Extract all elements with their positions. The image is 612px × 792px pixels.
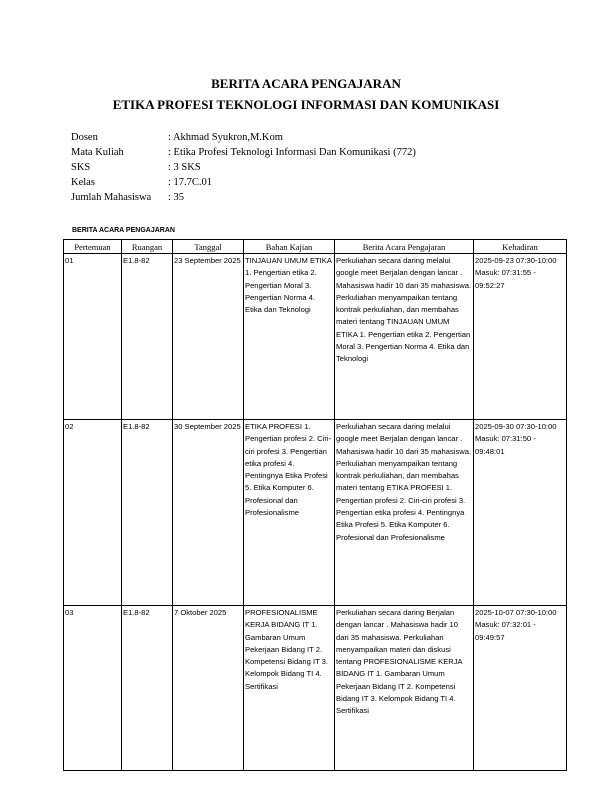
cell-kehadiran: 2025-10-07 07:30-10:00 Masuk: 07:32:01 - 09:49:57: [474, 606, 567, 771]
document-subtitle: ETIKA PROFESI TEKNOLOGI INFORMASI DAN KOMUNIKASI: [112, 97, 500, 112]
teaching-record-table: [63, 239, 567, 771]
cell-pertemuan: 02: [64, 420, 122, 606]
cell-bahan-kajian: TINJAUAN UMUM ETIKA 1. Pengertian etika 2. Pengertian Moral 3. Pengertian Norma 4. Etika dan Teknologi: [244, 254, 335, 420]
info-row-dosen: [71, 130, 416, 145]
table-row: [64, 606, 567, 771]
info-row-sks: [71, 160, 416, 175]
cell-tanggal: 7 Oktober 2025: [173, 606, 244, 771]
cell-tanggal: 30 September 2025: [173, 420, 244, 606]
info-value: : Akhmad Syukron,M.Kom: [168, 132, 283, 143]
cell-tanggal: 23 September 2025: [173, 254, 244, 420]
document-title: BERITA ACARA PENGAJARAN: [211, 76, 401, 91]
table-row: [64, 420, 567, 606]
cell-berita-acara: Perkuliahan secara daring Berjalan dengan lancar . Mahasiswa hadir 10 dari 35 mahasiswa. Perkuliahan menyampaikan materi dan diskusi tentang PROFESIONALISME KERJA BIDANG IT 1. Gambaran Umum Pekerjaan Bidang IT 2. Kompetensi Bidang IT 3. Kelompok Bidang TI 4. Sertifikasi: [335, 606, 474, 771]
info-label: Mata Kuliah: [71, 147, 124, 158]
cell-ruangan: E1.8-82: [122, 254, 173, 420]
course-info: [71, 130, 416, 205]
cell-pertemuan: 03: [64, 606, 122, 771]
cell-pertemuan: 01: [64, 254, 122, 420]
info-value: : 3 SKS: [168, 162, 201, 173]
info-label: Kelas: [71, 177, 95, 188]
column-header-berita-acara: Berita Acara Pengajaran: [335, 240, 474, 254]
table-row: [64, 254, 567, 420]
info-label: Jumlah Mahasiswa: [71, 192, 152, 203]
cell-berita-acara: Perkuliahan secara daring melalui google meet Berjalan dengan lancar . Mahasiswa hadir 10 dari 35 mahasiswa. Perkuliahan menyampaikan tentang kontrak perkuliahan, dan membahas materi tentang TINJAUAN UMUM ETIKA 1. Pengertian etika 2. Pengertian Moral 3. Pengertian Norma 4. Etika dan Teknologi: [335, 254, 474, 420]
info-row-mata-kuliah: [71, 145, 416, 160]
info-label: Dosen: [71, 132, 98, 143]
info-row-kelas: [71, 175, 416, 190]
info-value: : 35: [168, 192, 185, 203]
info-value: : Etika Profesi Teknologi Informasi Dan Komunikasi (772): [168, 147, 416, 158]
column-header-kehadiran: Kehadiran: [474, 240, 567, 254]
cell-bahan-kajian: ETIKA PROFESI 1. Pengertian profesi 2. Ciri-ciri profesi 3. Pengertian etika profesi 4. Pentingnya Etika Profesi 5. Etika Komputer 6. Profesional dan Profesionalisme: [244, 420, 335, 606]
info-row-jumlah-mahasiswa: [71, 190, 416, 205]
column-header-bahan-kajian: Bahan Kajian: [244, 240, 335, 254]
table-header-row: [64, 240, 567, 254]
column-header-ruangan: Ruangan: [122, 240, 173, 254]
info-value: : 17.7C.01: [168, 177, 213, 188]
cell-berita-acara: Perkuliahan secara daring melalui google meet Berjalan dengan lancar . Mahasiswa hadir 10 dari 35 mahasiswa. Perkuliahan menyampaikan tentang kontrak perkuliahan, dan membahas materi tentang ETIKA PROFESI 1. Pengertian profesi 2. Ciri-ciri profesi 3. Pengertian etika profesi 4. Pentingnya Etika Profesi 5. Etika Komputer 6. Profesional dan Profesionalisme: [335, 420, 474, 606]
info-label: SKS: [71, 162, 91, 173]
cell-kehadiran: 2025-09-23 07:30-10:00 Masuk: 07:31:55 - 09:52:27: [474, 254, 567, 420]
cell-bahan-kajian: PROFESIONALISME KERJA BIDANG IT 1. Gambaran Umum Pekerjaan Bidang IT 2. Kompetensi Bidang IT 3. Kelompok Bidang TI 4. Sertifikasi: [244, 606, 335, 771]
cell-ruangan: E1.8-82: [122, 606, 173, 771]
cell-ruangan: E1.8-82: [122, 420, 173, 606]
section-label: BERITA ACARA PENGAJARAN: [72, 227, 175, 234]
cell-kehadiran: 2025-09-30 07:30-10:00 Masuk: 07:31:50 - 09:48:01: [474, 420, 567, 606]
column-header-tanggal: Tanggal: [173, 240, 244, 254]
column-header-pertemuan: Pertemuan: [64, 240, 122, 254]
